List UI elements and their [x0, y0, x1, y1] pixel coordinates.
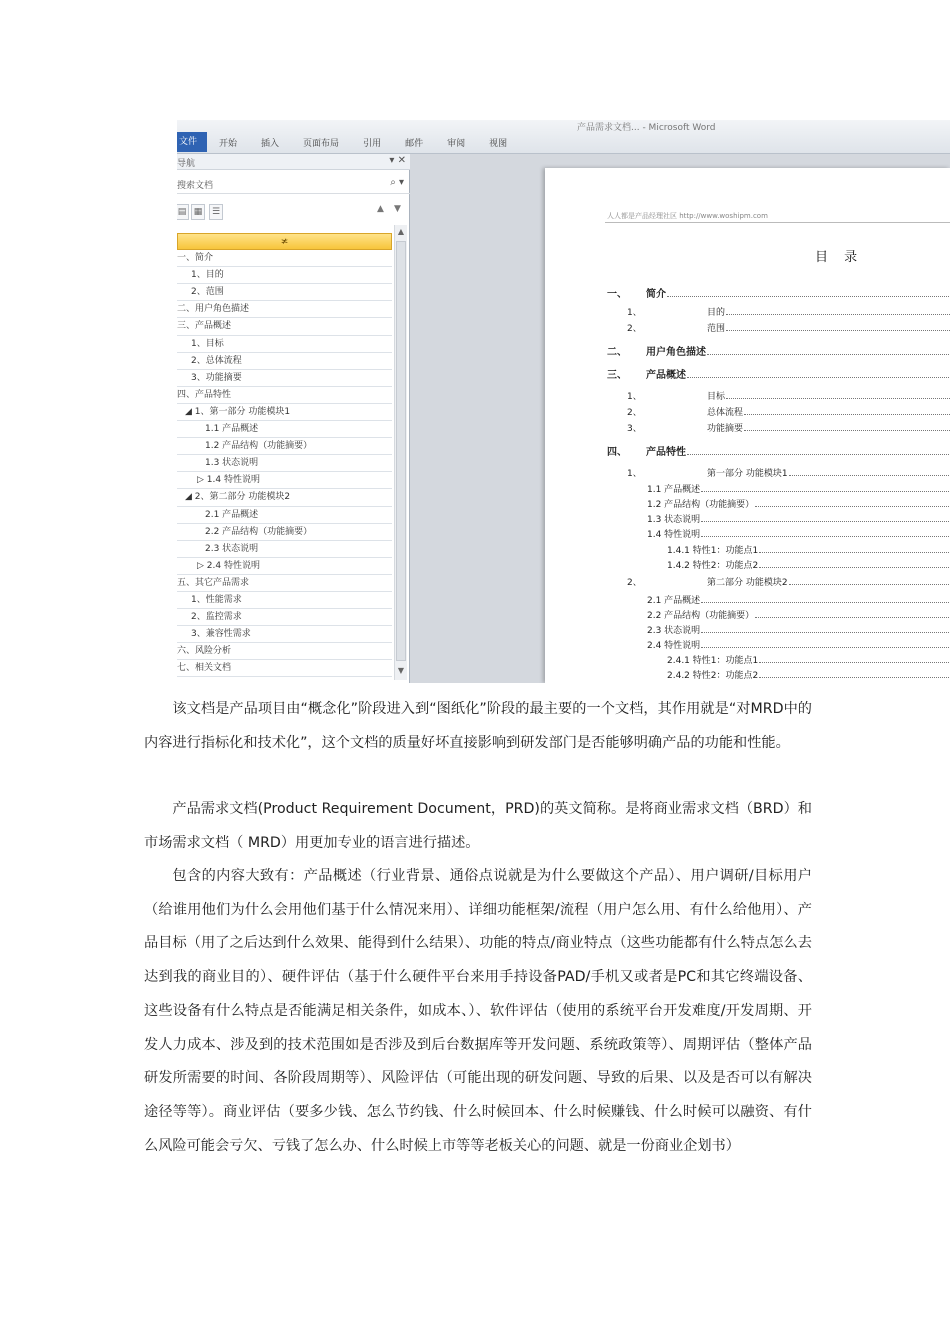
heading-item[interactable]: ◢ 1、第一部分 功能模块1	[177, 404, 392, 421]
close-icon[interactable]: ▾ ✕	[389, 155, 406, 166]
toc-entry[interactable]	[667, 653, 950, 666]
toc-entry-text: 1.1 产品概述	[647, 485, 701, 495]
toc-entry-text: 目的	[707, 308, 726, 318]
toc-entry-text: 范围	[707, 324, 726, 334]
toc-entry[interactable]	[707, 305, 950, 318]
toc-entry[interactable]	[646, 343, 950, 358]
toc-number: 一、	[607, 289, 627, 300]
toc-entry[interactable]	[707, 405, 950, 418]
toc-leader	[744, 430, 950, 431]
toc-entry-text: 简介	[646, 289, 666, 300]
toc-entry[interactable]	[667, 558, 950, 571]
search-input[interactable]	[177, 176, 410, 194]
heading-item[interactable]: 四、产品特性	[177, 387, 392, 404]
heading-item[interactable]: ▷ 1.4 特性说明	[177, 472, 392, 489]
toc-entry-text: 2.4.2 特性2：功能点2	[667, 671, 759, 681]
toc-entry[interactable]	[667, 668, 950, 681]
toc-entry-text: 1.3 状态说明	[647, 515, 701, 525]
tab-view[interactable]: 视图	[489, 138, 508, 149]
toc-leader	[701, 536, 950, 537]
toc-leader	[744, 414, 950, 415]
toc-leader	[755, 506, 950, 507]
toc-entry-text: 1.4.1 特性1：功能点1	[667, 546, 759, 556]
toc-leader	[759, 677, 950, 678]
heading-item[interactable]: 1.2 产品结构（功能摘要）	[177, 438, 392, 455]
next-heading-icon[interactable]: ▼	[394, 204, 401, 214]
toc-leader	[789, 475, 950, 476]
tab-references[interactable]: 引用	[363, 138, 382, 149]
toc-entry-text: 2.4 特性说明	[647, 641, 701, 651]
heading-item[interactable]: 2、范围	[177, 284, 392, 301]
toc-entry[interactable]	[647, 608, 950, 621]
toc-entry-text: 2.3 状态说明	[647, 626, 701, 636]
toc-entry-text: 第二部分 功能模块2	[707, 578, 788, 588]
heading-item[interactable]: 1、目标	[177, 336, 392, 353]
toc-leader	[789, 584, 950, 585]
page-header-text: 人人都是产品经理社区 http://www.woshipm.com	[607, 212, 768, 220]
heading-item[interactable]: 3、功能摘要	[177, 370, 392, 387]
toc-leader	[701, 602, 950, 603]
toc-entry-text: 2.2 产品结构（功能摘要）	[647, 611, 755, 621]
scroll-down-icon[interactable]: ▼	[397, 666, 405, 675]
heading-item[interactable]: 一、简介	[177, 250, 392, 267]
toc-entry[interactable]	[707, 321, 950, 334]
tab-review[interactable]: 审阅	[447, 138, 466, 149]
toc-number: 3、	[627, 424, 642, 434]
heading-item[interactable]: 1、性能需求	[177, 592, 392, 609]
window-title: 产品需求文档... - Microsoft Word	[577, 123, 716, 133]
toc-entry-text: 功能摘要	[707, 424, 744, 434]
navigation-pane-header	[177, 154, 410, 170]
paragraph-1: 该文档是产品项目由“概念化”阶段进入到“图纸化”阶段的最主要的一个文档，其作用就是“对MRD中的内容进行指标化和技术化”，这个文档的质量好坏直接影响到研发部门是否能够明确产品的功能和性能。	[144, 701, 812, 751]
toc-entry-text: 2.4.1 特性1：功能点1	[667, 656, 759, 666]
results-view-icon[interactable]: ☰	[209, 204, 223, 220]
heading-item[interactable]: ◢ 2、第二部分 功能模块2	[177, 489, 392, 506]
toc-entry[interactable]	[646, 443, 950, 458]
toc-leader	[687, 377, 950, 378]
toc-entry[interactable]	[646, 366, 950, 381]
heading-item[interactable]: 1.1 产品概述	[177, 421, 392, 438]
nav-scrollbar[interactable]	[394, 225, 407, 680]
toc-leader	[701, 521, 950, 522]
toc-leader	[687, 454, 950, 455]
navigation-pane	[177, 154, 410, 683]
document-page	[545, 168, 950, 683]
toc-leader	[726, 330, 950, 331]
toc-leader	[759, 662, 950, 663]
heading-item[interactable]: 三、产品概述	[177, 318, 392, 335]
toc-entry[interactable]	[707, 421, 950, 434]
toc-entry[interactable]	[707, 466, 950, 479]
toc-entry[interactable]	[647, 623, 950, 636]
paragraph-2: 产品需求文档(Product Requirement Document，PRD)的英文简称。是将商业需求文档（BRD）和市场需求文档（ MRD）用更加专业的语言进行描述。	[144, 801, 812, 851]
toc-leader	[707, 354, 950, 355]
toc-leader	[667, 296, 950, 297]
pages-view-icon[interactable]: ▦	[191, 204, 205, 220]
toc-leader	[759, 567, 950, 568]
toc-entry-text: 目标	[707, 392, 726, 402]
toc-entry[interactable]	[647, 512, 950, 525]
toc-number: 2、	[627, 578, 642, 588]
toc-entry-text: 1.4.2 特性2：功能点2	[667, 561, 759, 571]
heading-item[interactable]: 1、目的	[177, 267, 392, 284]
headings-view-icon[interactable]: ▤	[177, 204, 189, 220]
heading-item[interactable]: 二、用户角色描述	[177, 301, 392, 318]
toc-number: 2、	[627, 324, 642, 334]
toc-entry[interactable]	[646, 285, 950, 300]
previous-heading-icon[interactable]: ▲	[377, 204, 384, 214]
toc-number: 三、	[607, 370, 627, 381]
tab-insert[interactable]: 插入	[261, 138, 280, 149]
ribbon-tabs	[177, 132, 519, 152]
heading-item[interactable]: 五、其它产品需求	[177, 575, 392, 592]
toc-title: 目 录	[815, 250, 864, 265]
toc-leader	[701, 491, 950, 492]
search-icon[interactable]: ⌕ ▾	[390, 177, 404, 188]
toc-leader	[701, 632, 950, 633]
toc-entry[interactable]	[707, 575, 950, 588]
scroll-up-icon[interactable]: ▲	[397, 227, 405, 236]
toc-leader	[755, 617, 950, 618]
nav-view-buttons	[177, 204, 410, 222]
toc-entry[interactable]	[647, 482, 950, 495]
toc-entry[interactable]	[707, 389, 950, 402]
toc-number: 1、	[627, 308, 642, 318]
heading-item[interactable]: 1.3 状态说明	[177, 455, 392, 472]
toc-entry-text: 第一部分 功能模块1	[707, 469, 788, 479]
toc-number: 二、	[607, 347, 627, 358]
toc-entry-text: 产品概述	[646, 370, 686, 381]
paragraph-3: 包含的内容大致有：产品概述（行业背景、通俗点说就是为什么要做这个产品）、用户调研/目标用户（给谁用他们为什么会用他们基于什么情况来用）、详细功能框架/流程（用户怎么用、有什么给他用）、产品目标（用了之后达到什么效果、能得到什么结果）、功能的特点/商业特点（这些功能都有什么特点怎么去达到我的商业目的）、硬件评估（基于什么硬件平台来用手持设备PAD/手机又或者是PC和其它终端设备、这些设备有什么特点是否能满足相关条件，如成本、）、软件评估（使用的系统平台开发难度/开发周期、开发人力成本、涉及到的技术范围如是否涉及到后台数据库等开发问题、系统政策等）、周期评估（整体产品研发所需要的时间、各阶段周期等）、风险评估（可能出现的研发问题、导致的后果、以及是否可以有解决途径等等）。商业评估（要多少钱、怎么节约钱、什么时候回本、什么时候赚钱、什么时候可以融资、有什么风险可能会亏欠、亏钱了怎么办、什么时候上市等等老板关心的问题、就是一份商业企划书）	[144, 868, 812, 1154]
heading-item[interactable]: 2、总体流程	[177, 353, 392, 370]
toc-entry-text: 总体流程	[707, 408, 744, 418]
toc-leader	[701, 647, 950, 648]
heading-item[interactable]: 2.3 状态说明	[177, 541, 392, 558]
heading-item[interactable]: 2.1 产品概述	[177, 507, 392, 524]
tab-mailings[interactable]: 邮件	[405, 138, 424, 149]
toc-entry-text: 产品特性	[646, 447, 686, 458]
heading-item[interactable]: 2、监控需求	[177, 609, 392, 626]
toc-entry[interactable]	[647, 593, 950, 606]
toc-entry[interactable]	[647, 497, 950, 510]
toc-number: 四、	[607, 447, 627, 458]
toc-number: 1、	[627, 469, 642, 479]
ribbon	[177, 120, 950, 154]
headings-list	[177, 233, 392, 677]
tab-page-layout[interactable]: 页面布局	[303, 138, 340, 149]
heading-item[interactable]: 3、兼容性需求	[177, 626, 392, 643]
heading-item[interactable]: 六、风险分析	[177, 643, 392, 660]
heading-item[interactable]: ▷ 2.4 特性说明	[177, 558, 392, 575]
heading-selected[interactable]: ≭	[177, 233, 392, 250]
toc-entry-text: 2.1 产品概述	[647, 596, 701, 606]
toc-number: 2、	[627, 408, 642, 418]
toc-leader	[726, 398, 950, 399]
toc-leader	[726, 314, 950, 315]
toc-entry[interactable]	[647, 638, 950, 651]
navigation-pane-title: 导航	[177, 159, 196, 169]
toc-entry[interactable]	[647, 527, 950, 540]
heading-item[interactable]: 2.2 产品结构（功能摘要）	[177, 524, 392, 541]
toc-entry[interactable]	[667, 543, 950, 556]
toc-number: 1、	[627, 392, 642, 402]
scroll-thumb[interactable]	[396, 241, 406, 661]
toc-leader	[759, 552, 950, 553]
table-of-contents	[545, 168, 950, 683]
search-placeholder: 搜索文档	[177, 181, 214, 191]
toc-entry-text: 1.4 特性说明	[647, 530, 701, 540]
toc-entry-text: 用户角色描述	[646, 347, 706, 358]
heading-item[interactable]: 七、相关文档	[177, 660, 392, 677]
tab-file[interactable]: 文件	[177, 132, 207, 152]
toc-entry-text: 1.2 产品结构（功能摘要）	[647, 500, 755, 510]
word-screenshot	[177, 120, 950, 683]
tab-home[interactable]: 开始	[219, 138, 238, 149]
